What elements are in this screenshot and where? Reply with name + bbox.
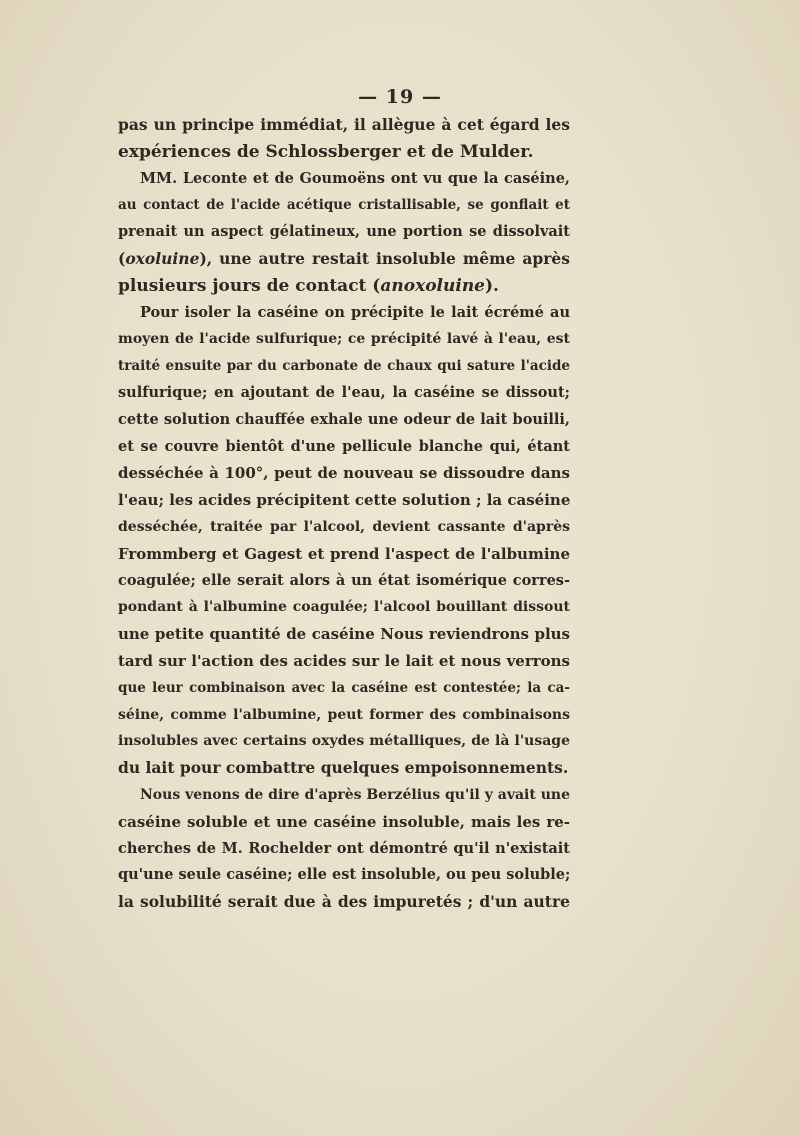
text-line: sulfurique; en ajoutant de l'eau, la caséine se dissout;: [118, 383, 570, 401]
text-line: plusieurs jours de contact (anoxoluine).: [118, 275, 499, 296]
text-line: coagulée; elle serait alors à un état isomérique corres-: [118, 571, 570, 589]
text-line: cherches de M. Rochelder ont démontré qu'il n'existait: [118, 839, 570, 857]
text-line: et se couvre bientôt d'une pellicule blanche qui, étant: [118, 437, 570, 455]
text-line: qu'une seule caséine; elle est insoluble, ou peu soluble;: [118, 866, 571, 884]
text-line: expériences de Schlossberger et de Mulder.: [118, 141, 534, 162]
text-line: insolubles avec certains oxydes métalliques, de là l'usage: [118, 733, 570, 750]
text-line: cette solution chauffée exhale une odeur de lait bouilli,: [118, 410, 570, 428]
text-line: séine, comme l'albumine, peut former des combinaisons: [118, 706, 570, 723]
page-number: — 19 —: [358, 86, 442, 108]
text-line: Nous venons de dire d'après Berzélius qu'il y avait une: [140, 786, 570, 803]
text-line: du lait pour combattre quelques empoisonnements.: [118, 758, 569, 778]
text-line: l'eau; les acides précipitent cette solution ; la caséine: [118, 491, 571, 510]
text-line: desséchée, traitée par l'alcool, devient cassante d'après: [118, 518, 570, 535]
text-line: prenait un aspect gélatineux, une portion se dissolvait: [118, 223, 570, 241]
text-line: (oxoluine), une autre restait insoluble même après: [118, 248, 570, 268]
text-line: Frommberg et Gagest et prend l'aspect de l'albumine: [118, 544, 570, 563]
text-line: traité ensuite par du carbonate de chaux qui sature l'acide: [118, 358, 570, 375]
text-line: MM. Leconte et de Goumoëns ont vu que la caséine,: [140, 169, 570, 187]
text-line: que leur combinaison avec la caséine est contestée; la ca-: [118, 679, 570, 696]
italic-term: oxoluine: [125, 248, 200, 268]
text-line: Pour isoler la caséine on précipite le lait écrémé au: [140, 303, 570, 321]
text-line: caséine soluble et une caséine insoluble, mais les re-: [118, 812, 570, 831]
text-line: tard sur l'action des acides sur le lait et nous verrons: [118, 651, 570, 670]
body-text: [118, 112, 570, 916]
italic-term: anoxoluine: [380, 275, 485, 296]
text-line: pas un principe immédiat, il allègue à cet égard les: [118, 115, 570, 134]
text-line: moyen de l'acide sulfurique; ce précipité lavé à l'eau, est: [118, 331, 570, 348]
text-line: pondant à l'albumine coagulée; l'alcool bouillant dissout: [118, 599, 570, 616]
text-line: au contact de l'acide acétique cristallisable, se gonflait et: [118, 197, 570, 214]
text-line: la solubilité serait due à des impuretés ; d'un autre: [118, 892, 570, 912]
text-line: une petite quantité de caséine Nous reviendrons plus: [118, 625, 570, 644]
text-line: desséchée à 100°, peut de nouveau se dissoudre dans: [118, 464, 570, 483]
